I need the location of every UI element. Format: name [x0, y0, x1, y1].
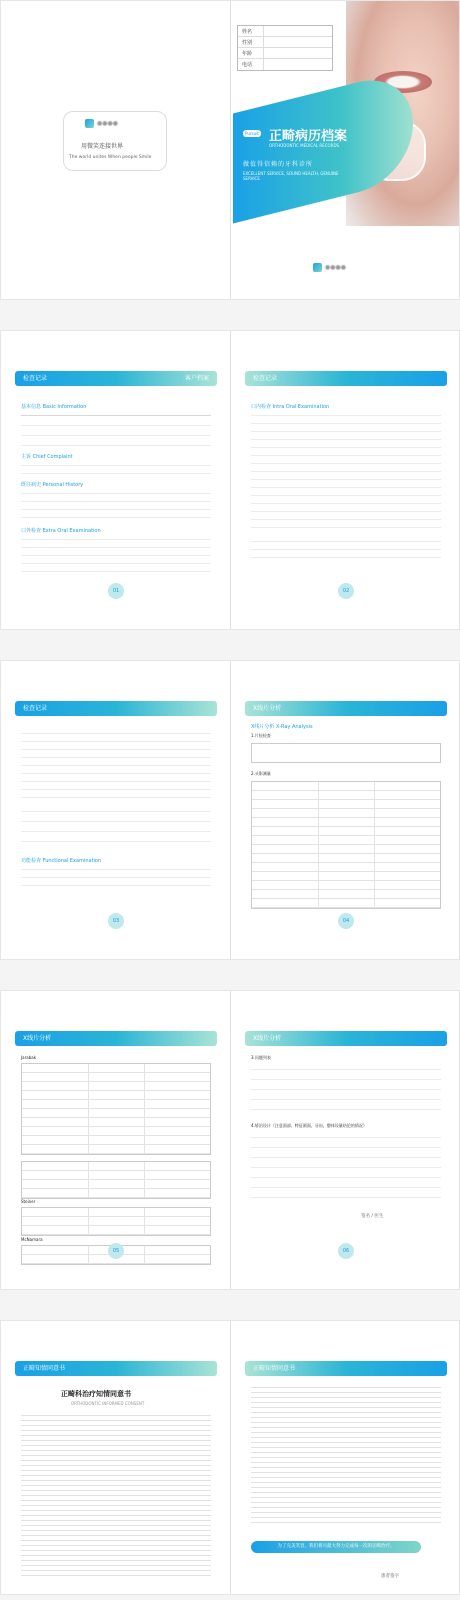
- section-history: 既往病史 Personal History: [21, 482, 84, 488]
- header-title: 正畸知情同意书: [253, 1365, 296, 1372]
- front-logo: [313, 263, 346, 272]
- section-chief: 主诉 Chief Complaint: [21, 454, 73, 460]
- consent-body-2: [251, 1387, 441, 1527]
- doctor-signature: 签名 / 医生: [361, 1214, 384, 1219]
- info-row-age: 年龄: [238, 48, 332, 59]
- page-header-bar: [245, 1031, 447, 1046]
- header-title: X线片分析: [253, 705, 282, 712]
- page-02: [231, 331, 460, 629]
- xray-box: [251, 743, 441, 763]
- page-06: [231, 991, 460, 1289]
- page-header-bar: [15, 1031, 217, 1046]
- consent-subtitle: ORTHODONTIC INFORMED CONSENT: [71, 1401, 145, 1406]
- page-number: 04: [338, 913, 354, 929]
- subheading-xray: 1.片检检查: [251, 733, 271, 738]
- section-func: 功能检查 Functional Examination: [21, 858, 102, 864]
- patient-info-box: [237, 25, 333, 71]
- exam-spread-1: [0, 330, 460, 630]
- measure-table: [251, 781, 441, 909]
- subheading-measure: 2.头影测量: [251, 771, 271, 776]
- page-05: [1, 991, 231, 1289]
- section-basic: 基本信息 Basic Information: [21, 404, 87, 410]
- section-steiner: Steiner: [21, 1199, 36, 1204]
- header-title: X线片分析: [23, 1035, 52, 1042]
- page-03: [1, 661, 231, 959]
- header-title: X线片分析: [253, 1035, 282, 1042]
- page-header-bar: [15, 701, 217, 716]
- cover-slogan: 做值得信赖的牙科诊所: [243, 161, 314, 168]
- info-row-gender: 性别: [238, 37, 332, 48]
- page-number: 06: [338, 1243, 354, 1259]
- page-header-bar: [245, 701, 447, 716]
- subheading-plan: 4.矫治设计（注意面部、特征颌面、牙齿、整体设量结论的情况）: [251, 1123, 367, 1128]
- header-title: 检查记录: [23, 705, 48, 712]
- logo-mark-icon: [85, 119, 94, 128]
- consent-cta-banner: 为了完美笑容，我们将尽最大努力完成每一次的正畸治疗。: [251, 1541, 421, 1553]
- jarabak-table: [21, 1063, 211, 1155]
- section-extra: 口外检查 Extra Oral Examination: [21, 528, 101, 534]
- logo-text: ●●●●: [325, 264, 346, 271]
- consent-spread: [0, 1320, 460, 1595]
- page-number: 05: [108, 1243, 124, 1259]
- consent-title: 正畸科治疗知情同意书: [61, 1390, 131, 1398]
- consent-page-2: [231, 1321, 460, 1594]
- page-number: 03: [108, 913, 124, 929]
- page-header-bar: [15, 371, 217, 386]
- logo-text: ●●●●: [97, 120, 118, 127]
- header-title: 正畸知情同意书: [23, 1365, 66, 1372]
- section-mcnamara: McNamara: [21, 1237, 43, 1242]
- cover-sub-en: EXCELLENT SERVICE, SOUND HEALTH, GENUINE SERVICE: [243, 171, 339, 181]
- cover-spread: [0, 0, 460, 300]
- exam-spread-2: [0, 660, 460, 960]
- page-01: [1, 331, 231, 629]
- consent-body: [21, 1415, 211, 1580]
- info-row-name: 姓名: [238, 26, 332, 37]
- back-cover: [1, 1, 231, 299]
- tagline-cn: 用微笑连接世界: [81, 143, 124, 150]
- header-tag: 客户档案: [184, 375, 209, 382]
- page-header-bar: [245, 371, 447, 386]
- page-number: 01: [108, 583, 124, 599]
- page-number: 02: [338, 583, 354, 599]
- page-header-bar: [245, 1361, 447, 1376]
- header-title: 检查记录: [253, 375, 278, 382]
- page-04: [231, 661, 460, 959]
- cover-title: 正畸病历档案: [269, 129, 348, 144]
- logo-mark-icon: [313, 263, 322, 272]
- tagline-en: The world unites When people Smile: [69, 155, 152, 160]
- back-logo: [85, 119, 118, 128]
- info-row-phone: 电话: [238, 59, 332, 70]
- jarabak-table-2: [21, 1161, 211, 1199]
- header-title: 检查记录: [23, 375, 48, 382]
- section-intra: 口内检查 Intra Oral Examination: [251, 404, 330, 410]
- brand-badge: Pursuit: [245, 131, 259, 136]
- page-header-bar: [15, 1361, 217, 1376]
- section-xray: X线片分析 X-Ray Analysis: [251, 724, 313, 730]
- section-jarabak: Jarabak: [21, 1055, 37, 1060]
- consent-page-1: [1, 1321, 231, 1594]
- steiner-table: [21, 1207, 211, 1236]
- patient-signature: 患者签字: [381, 1574, 399, 1579]
- subheading-problems: 3.问题列表: [251, 1055, 271, 1060]
- cover-title-en: ORTHODONTIC MEDICAL RECORDS: [269, 143, 340, 148]
- analysis-spread: [0, 990, 460, 1290]
